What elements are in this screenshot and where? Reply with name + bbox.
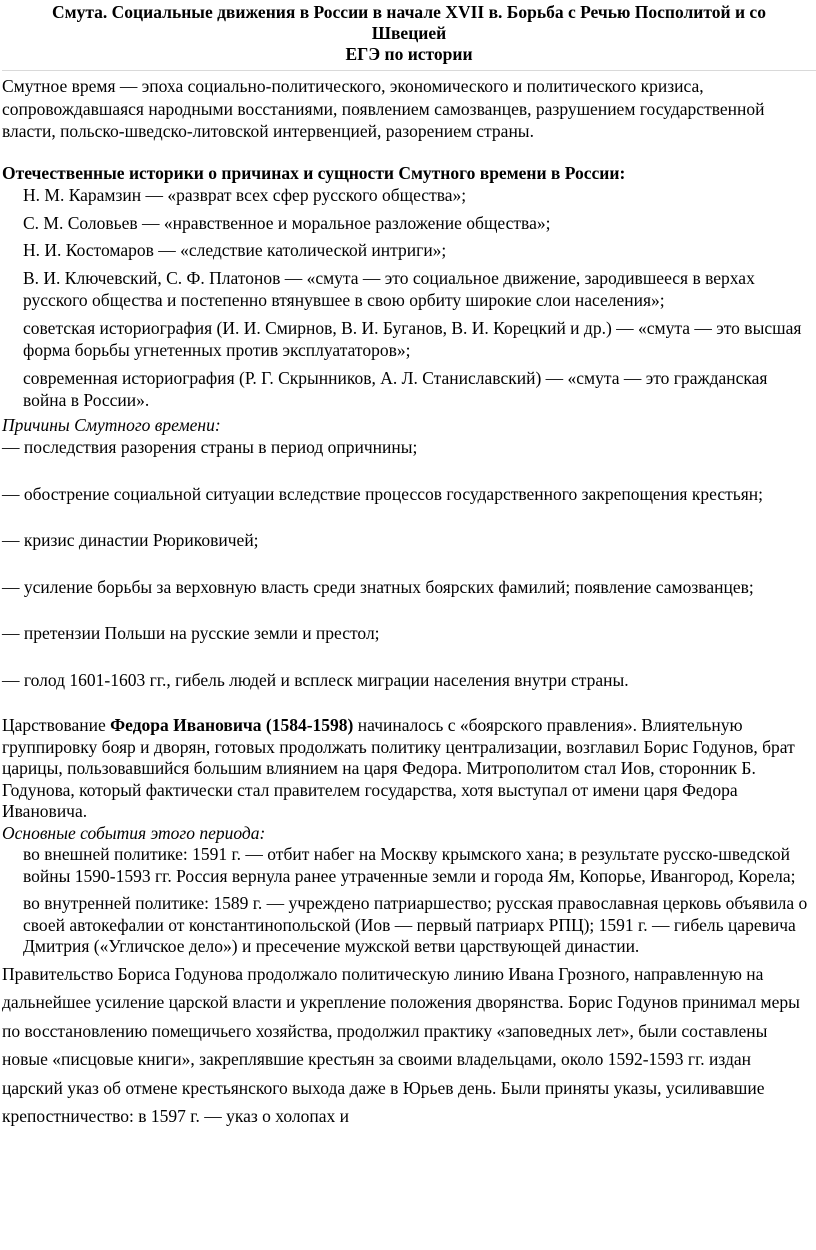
- historian-item: В. И. Ключевский, С. Ф. Платонов — «смута — это социальное движение, зародившееся в верхах русского общества и постепенно втянувшее в свою орбиту широкие слои населения»;: [23, 267, 755, 310]
- cause-item: — кризис династии Рюриковичей;: [2, 530, 259, 550]
- intro-paragraph: Смутное время — эпоха социально-политического, экономического и политического кризиса, сопровождавшаяся народными восстаниями, появлением самозванцев, разрушением государственной власти, польско-шведско-литовской интервенцией, разорением страны.: [2, 76, 765, 141]
- cause-item: — последствия разорения страны в период опричнины;: [2, 437, 418, 457]
- events-heading: Основные события этого периода:: [2, 822, 266, 843]
- title-line-2: Швецией: [371, 23, 447, 43]
- causes-heading: Причины Смутного времени:: [2, 414, 221, 435]
- historian-item: Н. М. Карамзин — «разврат всех сфер русского общества»;: [23, 185, 467, 205]
- title-line-1: Смута. Социальные движения в России в начале XVII в. Борьба с Речью Посполитой и со: [52, 2, 766, 22]
- title-divider: [2, 70, 816, 71]
- cause-item: — усиление борьбы за верховную власть среди знатных боярских фамилий; появление самозванцев;: [2, 576, 754, 597]
- historian-item: советская историография (И. И. Смирнов, В. И. Буганов, В. И. Корецкий и др.) — «смута — это высшая форма борьбы угнетенных против эксплуататоров»;: [23, 317, 802, 360]
- historian-item: С. М. Соловьев — «нравственное и моральное разложение общества»;: [23, 212, 551, 233]
- godunov-paragraph: Правительство Бориса Годунова продолжало политическую линию Ивана Грозного, направленную на дальнейшее усиление царской власти и укрепление положения дворянства. Борис Годунов принимал меры по восстановлению помещичьего хозяйства, продолжил практику «заповедных лет», были составлены новые «писцовые книги», закреплявшие крестьян за своими владельцами, около 1592-1593 гг. издан царский указ об отмене крестьянского выхода даже в Юрьев день. Были приняты указы, усиливавшие крепостничество: в 1597 г. — указ о холопах и: [2, 963, 800, 1126]
- cause-item: — претензии Польши на русские земли и престол;: [2, 623, 380, 643]
- cause-item: — голод 1601-1603 гг., гибель людей и всплеск миграции населения внутри страны.: [2, 669, 629, 690]
- title-line-3: ЕГЭ по истории: [345, 44, 473, 64]
- historian-item: современная историография (Р. Г. Скрынников, А. Л. Станиславский) — «смута — это гражданская война в России».: [23, 367, 768, 410]
- historians-heading: Отечественные историки о причинах и сущности Смутного времени в России:: [2, 162, 626, 183]
- fedor-paragraph: [2, 715, 816, 823]
- cause-item: — обострение социальной ситуации вследствие процессов государственного закрепощения крестьян;: [2, 483, 763, 504]
- event-item: во внутренней политике: 1589 г. — учреждено патриаршество; русская православная церковь объявила о своей автокефалии от константинопольской (Иов — первый патриарх РПЦ); 1591 г. — гибель царевича Дмитрия («Угличское дело») и пресечение мужской ветви царствующей династии.: [23, 893, 808, 956]
- document-title: [6, 0, 812, 65]
- historian-item: Н. И. Костомаров — «следствие католической интриги»;: [23, 240, 447, 260]
- fedor-name: Федора Ивановича (1584-1598): [110, 715, 354, 735]
- fedor-pre: Царствование: [2, 715, 111, 735]
- fedor-post: начиналось с «боярского правления». Влиятельную группировку бояр и дворян, готовых продолжать политику централизации, возглавил Борис Годунов, брат царицы, пользовавшийся большим влиянием на царя Федора. Митрополитом стал Иов, сторонник Б. Годунова, который фактически стал правителем государства, хотя выступал от имени царя Федора Ивановича.: [2, 715, 795, 821]
- event-item: во внешней политике: 1591 г. — отбит набег на Москву крымского хана; в результате русско-шведской войны 1590-1593 гг. Россия вернула ранее утраченные земли и города Ям, Копорье, Ивангород, Корела;: [23, 844, 796, 886]
